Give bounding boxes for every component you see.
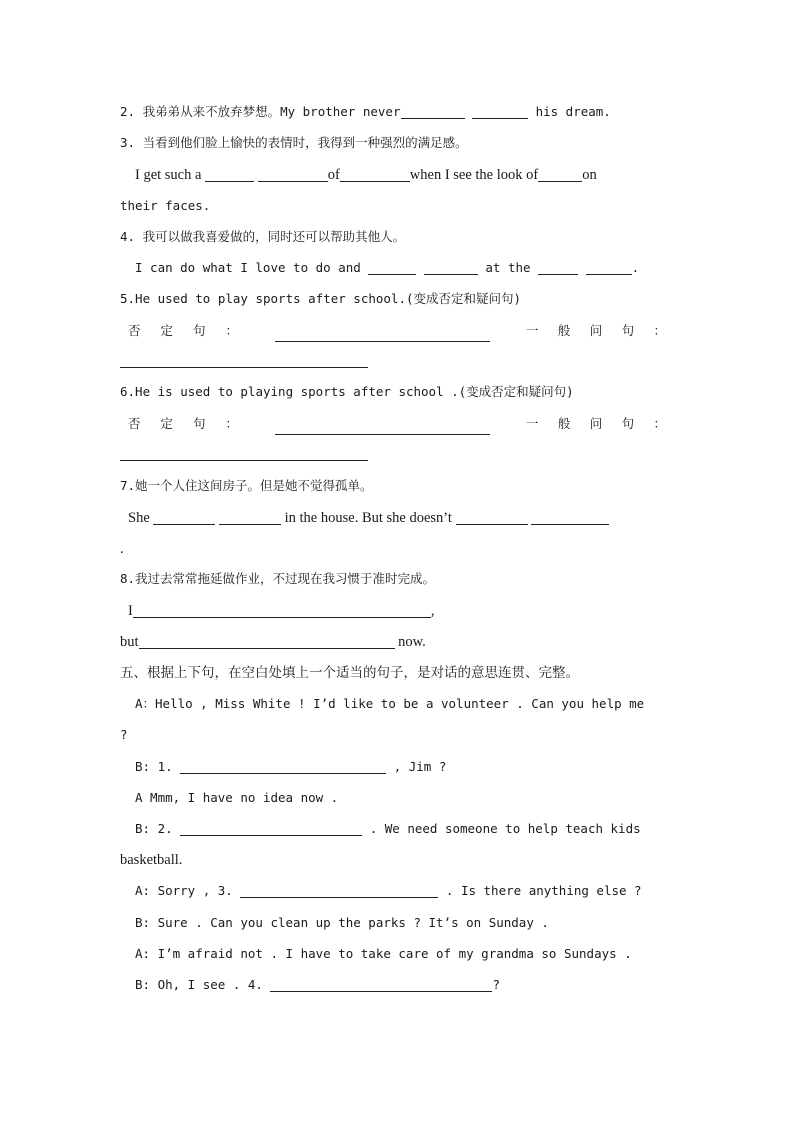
q4-text-start: I can do what I love to do and bbox=[135, 260, 361, 275]
q3-blank-1[interactable] bbox=[205, 166, 254, 182]
q5-question-label bbox=[526, 320, 666, 342]
q6-question-label bbox=[526, 413, 666, 435]
q4-english-line bbox=[135, 257, 676, 279]
q3-blank-3[interactable] bbox=[340, 166, 410, 182]
q5-negative-label bbox=[128, 320, 238, 342]
dialog-b1-end: , Jim ? bbox=[393, 759, 447, 774]
q6-neg-char-1: 否 bbox=[128, 416, 141, 431]
q5-neg-char-4: ： bbox=[225, 323, 238, 338]
dialog-b1 bbox=[135, 756, 676, 778]
q6-question-blank-row bbox=[120, 443, 676, 465]
q3-blank-2[interactable] bbox=[258, 166, 328, 182]
q6-question-blank[interactable] bbox=[120, 445, 368, 461]
q8-blank-1[interactable] bbox=[133, 602, 431, 618]
dialog-a3-end: . Is there anything else ? bbox=[445, 883, 642, 898]
dialog-a3-start: A: Sorry , 3. bbox=[135, 883, 233, 898]
dialog-b4-end: ? bbox=[492, 977, 500, 992]
q5-neg-char-1: 否 bbox=[128, 323, 141, 338]
dialog-blank-4[interactable] bbox=[270, 976, 492, 992]
dialog-b4-start: B: Oh, I see . 4. bbox=[135, 977, 263, 992]
q5-question-blank[interactable] bbox=[120, 352, 368, 368]
q3-chinese: 3. 当看到他们脸上愉快的表情时，我得到一种强烈的满足感。 bbox=[120, 135, 468, 150]
dialog-b2-start: B: 2. bbox=[135, 821, 173, 836]
dialog-blank-1[interactable] bbox=[180, 758, 386, 774]
q5-q-char-1: 一 bbox=[526, 323, 539, 338]
q8-blank-2[interactable] bbox=[139, 633, 395, 649]
q6-neg-char-3: 句 bbox=[192, 416, 206, 431]
dialog-b3: B: Sure . Can you clean up the parks ? It’s on Sunday . bbox=[135, 915, 549, 930]
q4-text-end: . bbox=[631, 260, 640, 275]
q4-blank-3[interactable] bbox=[538, 259, 578, 275]
q4-blank-2[interactable] bbox=[424, 259, 478, 275]
q5-q-char-2: 般 bbox=[557, 323, 571, 338]
q5-instruction: 5.He used to play sports after school.(变成否定和疑问句) bbox=[120, 291, 522, 306]
q8-chinese: 8.我过去常常拖延做作业，不过现在我习惯于准时完成。 bbox=[120, 571, 436, 586]
q8-english-line2 bbox=[120, 631, 676, 653]
q6-q-char-2: 般 bbox=[557, 416, 571, 431]
dialog-b2 bbox=[135, 818, 676, 840]
q5-neg-char-3: 句 bbox=[192, 323, 206, 338]
q2-blank-1[interactable] bbox=[401, 103, 465, 119]
q6-neg-char-4: ： bbox=[225, 416, 238, 431]
q8-text-now: now. bbox=[398, 634, 426, 650]
q7-chinese: 7.她一个人住这间房子。但是她不觉得孤单。 bbox=[120, 478, 373, 493]
q7-blank-2[interactable] bbox=[219, 509, 281, 525]
q7-english-line bbox=[128, 507, 676, 529]
q8-english-line1 bbox=[128, 600, 676, 622]
dialog-b2-line2: basketball. bbox=[120, 852, 183, 868]
dialog-b2-end: . We need someone to help teach kids bbox=[369, 821, 641, 836]
dialog-a1-end: ? bbox=[120, 727, 128, 742]
q3-text-start: I get such a bbox=[135, 167, 202, 183]
q5-neg-char-2: 定 bbox=[160, 323, 173, 338]
q8-text-comma: , bbox=[430, 603, 435, 619]
q7-text-start: She bbox=[128, 510, 150, 526]
q2-english-end: his dream. bbox=[535, 104, 611, 119]
q6-answer-row bbox=[128, 413, 666, 435]
q2-english-start: My brother never bbox=[280, 104, 401, 119]
q3-text-on: on bbox=[582, 167, 597, 183]
dialog-blank-3[interactable] bbox=[240, 882, 438, 898]
q6-instruction: 6.He is used to playing sports after school .(变成否定和疑问句) bbox=[120, 384, 574, 399]
q5-q-char-5: ： bbox=[653, 323, 666, 338]
q7-english-end: . bbox=[120, 541, 124, 557]
dialog-a3 bbox=[135, 880, 676, 902]
q3-blank-4[interactable] bbox=[538, 166, 582, 182]
q6-q-char-4: 句 bbox=[621, 416, 635, 431]
q3-english-line2: their faces. bbox=[120, 198, 211, 213]
q6-neg-char-2: 定 bbox=[160, 416, 173, 431]
q5-q-char-3: 问 bbox=[589, 323, 603, 338]
dialog-blank-2[interactable] bbox=[180, 820, 362, 836]
q6-negative-blank[interactable] bbox=[275, 419, 490, 435]
q2-blank-2[interactable] bbox=[472, 103, 528, 119]
q3-text-mid: when I see the look of bbox=[409, 167, 539, 183]
q6-q-char-5: ： bbox=[653, 416, 666, 431]
q5-q-char-4: 句 bbox=[621, 323, 635, 338]
dialog-a2: A Mmm, I have no idea now . bbox=[135, 790, 339, 805]
q4-blank-1[interactable] bbox=[368, 259, 416, 275]
q2-line bbox=[120, 101, 676, 123]
dialog-a4: A: I’m afraid not . I have to take care of my grandma so Sundays . bbox=[135, 946, 632, 961]
dialog-b4 bbox=[135, 974, 676, 996]
q7-blank-1[interactable] bbox=[153, 509, 215, 525]
q5-answer-row bbox=[128, 320, 666, 342]
q4-text-at: at the bbox=[485, 260, 531, 275]
q7-blank-4[interactable] bbox=[531, 509, 609, 525]
q2-chinese: 2. 我弟弟从来不放弃梦想。 bbox=[120, 104, 281, 119]
q4-chinese: 4. 我可以做我喜爱做的，同时还可以帮助其他人。 bbox=[120, 229, 406, 244]
q6-negative-label bbox=[128, 413, 238, 435]
q4-blank-4[interactable] bbox=[586, 259, 632, 275]
section5-title: 五、根据上下句，在空白处填上一个适当的句子，是对话的意思连贯、完整。 bbox=[120, 665, 579, 681]
q7-text-mid: in the house. But she doesn’t bbox=[284, 510, 452, 526]
q3-english-line bbox=[135, 164, 676, 186]
q6-q-char-1: 一 bbox=[526, 416, 539, 431]
dialog-b1-start: B: 1. bbox=[135, 759, 173, 774]
q3-text-of: of bbox=[327, 167, 340, 183]
q7-blank-3[interactable] bbox=[456, 509, 528, 525]
q5-negative-blank[interactable] bbox=[275, 326, 490, 342]
q6-q-char-3: 问 bbox=[589, 416, 603, 431]
dialog-a1: A：Hello , Miss White ! I’d like to be a volunteer . Can you help me bbox=[135, 696, 645, 711]
q5-question-blank-row bbox=[120, 350, 676, 372]
q8-text-but: but bbox=[120, 634, 139, 650]
q8-text-start: I bbox=[128, 603, 133, 619]
